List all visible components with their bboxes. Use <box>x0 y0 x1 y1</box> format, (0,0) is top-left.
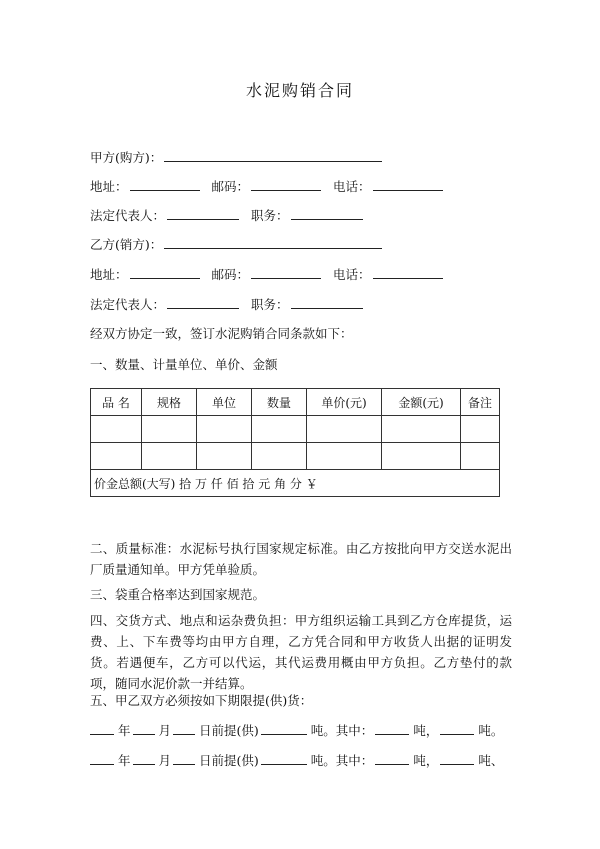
table-cell[interactable] <box>142 443 197 470</box>
batch-2-field[interactable] <box>440 752 474 765</box>
ton-label: 吨。 <box>478 723 504 738</box>
ton-label: 吨、 <box>478 753 504 768</box>
table-cell[interactable] <box>252 443 307 470</box>
header-amount: 金额(元) <box>382 389 461 416</box>
party-b-position-field[interactable] <box>291 296 363 309</box>
table-cell[interactable] <box>307 443 382 470</box>
party-a-line <box>90 149 386 165</box>
tonnage-field[interactable] <box>261 722 307 735</box>
party-a-label: 甲方(购方)： <box>90 150 163 165</box>
ton-label: 吨。其中： <box>310 723 374 738</box>
ton-label: 吨， <box>413 753 439 768</box>
table-cell[interactable] <box>142 416 197 443</box>
header-spec: 规格 <box>142 389 197 416</box>
party-b-rep-field[interactable] <box>167 296 239 309</box>
party-a-phone-label: 电话： <box>333 179 371 194</box>
party-a-rep-field[interactable] <box>167 207 239 220</box>
party-b-postcode-field[interactable] <box>251 266 321 279</box>
ton-label: 吨。其中： <box>310 753 374 768</box>
before-label: 日前提(供) <box>199 723 259 738</box>
day-field[interactable] <box>173 752 195 765</box>
party-b-label: 乙方(销方)： <box>90 237 163 252</box>
header-remarks: 备注 <box>461 389 500 416</box>
party-a-phone-field[interactable] <box>373 178 443 191</box>
party-b-line <box>90 236 386 252</box>
party-b-position-label: 职务： <box>251 297 289 312</box>
year-field[interactable] <box>90 752 114 765</box>
section-4-text: 四、交货方式、地点和运杂费负担：甲方组织运输工具到乙方仓库提货，运费、上、下车费等均由甲方自理，乙方凭合同和甲方收货人出据的证明发货。若遇便车，乙方可以代运，其代运费用概由甲方负担。乙方垫付的款项，随同水泥价款一并结算。 <box>90 613 512 691</box>
year-field[interactable] <box>90 722 114 735</box>
party-a-position-label: 职务： <box>251 208 289 223</box>
party-a-rep-label: 法定代表人： <box>90 208 166 223</box>
party-a-postcode-label: 邮码： <box>211 179 250 194</box>
header-unit: 单位 <box>197 389 252 416</box>
section-2-text: 二、质量标准：水泥标号执行国家规定标准。由乙方按批向甲方交送水泥出厂质量通知单。甲方凭单验质。 <box>90 541 512 577</box>
party-a-contact-line <box>90 178 447 194</box>
table-row <box>91 443 500 470</box>
table-cell[interactable] <box>461 416 500 443</box>
table-cell[interactable] <box>197 416 252 443</box>
table-cell[interactable] <box>382 443 461 470</box>
table-cell[interactable] <box>382 416 461 443</box>
party-a-address-label: 地址： <box>90 179 128 194</box>
party-a-address-field[interactable] <box>130 178 200 191</box>
intro-text: 经双方协定一致，签订水泥购销合同条款如下： <box>90 326 353 341</box>
section-3-text: 三、袋重合格率达到国家规范。 <box>90 587 266 602</box>
contract-title: 水泥购销合同 <box>245 81 354 100</box>
table-cell[interactable] <box>461 443 500 470</box>
party-b-name-field[interactable] <box>164 236 382 249</box>
header-unit-price: 单价(元) <box>307 389 382 416</box>
before-label: 日前提(供) <box>199 753 259 768</box>
table-cell[interactable] <box>307 416 382 443</box>
header-name: 品 名 <box>91 389 142 416</box>
party-b-address-label: 地址： <box>90 267 128 282</box>
schedule-line-2 <box>90 752 503 768</box>
table-row <box>91 416 500 443</box>
year-label: 年 <box>118 753 131 768</box>
total-amount-cell[interactable]: 价金总额(大写) 拾 万 仟 佰 拾 元 角 分 ￥ <box>91 470 500 497</box>
table-cell[interactable] <box>252 416 307 443</box>
month-field[interactable] <box>133 752 155 765</box>
tonnage-field[interactable] <box>261 752 307 765</box>
party-b-postcode-label: 邮码： <box>211 267 250 282</box>
table-cell[interactable] <box>91 443 142 470</box>
party-a-name-field[interactable] <box>164 149 382 162</box>
party-b-rep-label: 法定代表人： <box>90 297 166 312</box>
party-b-rep-line <box>90 296 367 312</box>
month-field[interactable] <box>133 722 155 735</box>
party-b-phone-label: 电话： <box>333 267 371 282</box>
header-quantity: 数量 <box>252 389 307 416</box>
section-1-heading: 一、数量、计量单位、单价、金额 <box>90 357 278 372</box>
party-a-postcode-field[interactable] <box>251 178 321 191</box>
goods-table <box>90 388 500 497</box>
party-b-phone-field[interactable] <box>373 266 443 279</box>
table-cell[interactable] <box>91 416 142 443</box>
month-label: 月 <box>158 753 172 768</box>
party-b-address-field[interactable] <box>130 266 200 279</box>
party-a-rep-line <box>90 207 367 223</box>
section-5-heading: 五、甲乙双方必须按如下期限提(供)货： <box>90 693 313 708</box>
month-label: 月 <box>158 723 172 738</box>
party-b-contact-line <box>90 266 447 282</box>
schedule-line-1 <box>90 722 503 738</box>
table-total-row <box>91 470 500 497</box>
batch-2-field[interactable] <box>440 722 474 735</box>
table-cell[interactable] <box>197 443 252 470</box>
year-label: 年 <box>118 723 131 738</box>
table-header-row <box>91 389 500 416</box>
day-field[interactable] <box>173 722 195 735</box>
batch-1-field[interactable] <box>375 722 409 735</box>
party-a-position-field[interactable] <box>291 207 363 220</box>
ton-label: 吨， <box>413 723 439 738</box>
batch-1-field[interactable] <box>375 752 409 765</box>
